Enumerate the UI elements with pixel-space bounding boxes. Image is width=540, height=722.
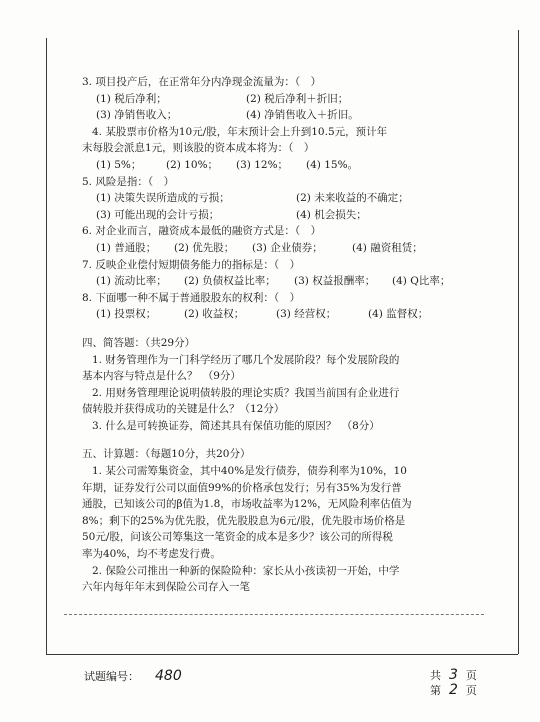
total-pages: 3 bbox=[449, 667, 458, 683]
option: (1) 决策失误所造成的亏损； bbox=[96, 192, 230, 205]
option: (3) 12%； bbox=[236, 158, 289, 171]
option: (3) 可能出现的会计亏损； bbox=[96, 208, 220, 221]
section-4-item-2-line2: 债转股并获得成功的关键是什么？（12分） bbox=[82, 403, 285, 416]
section-5-heading: 五、计算题：（每题10分，共20分） bbox=[82, 448, 251, 461]
current-page-line bbox=[430, 683, 477, 698]
question-7-stem: 7. 反映企业偿付短期债务能力的指标是：（ ） bbox=[82, 258, 301, 271]
section-4-item-3: 3. 什么是可转换证券，简述其具有保值功能的原因？ （8分） bbox=[92, 419, 380, 432]
question-6-options bbox=[82, 240, 482, 257]
question-6-stem: 6. 对企业而言，融资成本最低的融资方式是：（ ） bbox=[82, 225, 322, 238]
section-5-item-1-line3: 通股，已知该公司的β值为1.8，市场收益率为12%，无风险利率估值为 bbox=[82, 498, 412, 511]
right-border-line bbox=[518, 30, 519, 654]
total-suffix: 页 bbox=[465, 669, 477, 682]
option: (4) Q比率； bbox=[392, 275, 451, 288]
option: (1) 流动比率； bbox=[96, 275, 167, 288]
question-5-options-row1 bbox=[82, 190, 482, 207]
option: (2) 优先股； bbox=[174, 241, 235, 254]
question-3-stem: 3. 项目投产后，在正常年分内净现金流量为：（ ） bbox=[82, 76, 322, 88]
question-3-options-row2 bbox=[82, 107, 482, 124]
tear-dashed-line bbox=[64, 614, 484, 615]
option: (2) 未来收益的不确定； bbox=[296, 192, 409, 205]
option: (1) 投票权； bbox=[96, 308, 157, 321]
section-5-item-1-line4: 8%；剩下的25%为优先股，优先股股息为6元/股，优先股市场价格是 bbox=[82, 514, 406, 527]
total-pages-line bbox=[430, 668, 477, 683]
page-indicator bbox=[430, 668, 477, 698]
question-5-options-row2 bbox=[82, 207, 482, 224]
current-prefix: 第 bbox=[430, 684, 441, 697]
option: (1) 普通股； bbox=[96, 241, 157, 254]
exam-code bbox=[84, 668, 182, 684]
bottom-border-line bbox=[46, 654, 518, 655]
exam-code-value: 480 bbox=[155, 668, 182, 684]
option: (3) 经营权； bbox=[276, 308, 337, 321]
current-page: 2 bbox=[449, 682, 458, 698]
question-8-stem: 8. 下面哪一种不属于普通股股东的权利：（ ） bbox=[82, 291, 301, 304]
question-7-options bbox=[82, 273, 482, 290]
section-4-item-1-line1: 1. 财务管理作为一门科学经历了哪几个发展阶段？每个发展阶段的 bbox=[92, 353, 400, 366]
question-3-options-row1 bbox=[82, 91, 482, 108]
question-8-options bbox=[82, 306, 482, 323]
current-suffix: 页 bbox=[465, 684, 477, 697]
option: (1) 5%； bbox=[96, 158, 142, 171]
question-4-stem-line2: 末每股会派息1元，则该股的资本成本将为：（ ） bbox=[82, 142, 315, 155]
question-4-stem-line1: 4. 某股票市价格为10元/股，年末预计会上升到10.5元，预计年 bbox=[92, 125, 388, 138]
option: (4) 15%。 bbox=[306, 158, 359, 171]
option: (4) 机会损失； bbox=[296, 208, 367, 221]
section-5-item-1-line2: 年期，证券发行公司以面值99%的价格承包发行；另有35%为发行普 bbox=[82, 481, 402, 494]
total-prefix: 共 bbox=[430, 669, 441, 682]
section-5-item-1-line1: 1. 某公司需筹集资金，其中40%是发行债券，债券利率为10%，10 bbox=[92, 465, 407, 478]
option: (4) 监督权； bbox=[368, 308, 429, 321]
section-4-heading: 四、简答题：（共29分） bbox=[82, 336, 196, 349]
section-4-item-2-line1: 2. 用财务管理理论说明债转股的理论实质？我国当前国有企业进行 bbox=[92, 386, 400, 399]
question-4-options bbox=[82, 157, 482, 174]
section-5-item-2-line1: 2. 保险公司推出一种新的保险险种：家长从小孩读初一开始，中学 bbox=[92, 564, 400, 577]
option: (4) 融资租赁； bbox=[352, 241, 423, 254]
section-4-item-1-line2: 基本内容与特点是什么？ （9分） bbox=[82, 370, 241, 383]
option: (4) 净销售收入＋折旧。 bbox=[246, 109, 359, 122]
option: (3) 净销售收入； bbox=[96, 109, 178, 122]
option: (3) 企业债券； bbox=[252, 241, 323, 254]
option: (2) 负债权益比率； bbox=[184, 275, 276, 288]
question-5-stem: 5. 风险是指：（ ） bbox=[82, 175, 175, 188]
section-5-item-2-line2: 六年内每年年末到保险公司存入一笔 bbox=[82, 581, 250, 594]
option: (2) 收益权； bbox=[184, 308, 245, 321]
exam-code-label: 试题编号： bbox=[84, 670, 139, 683]
section-5-item-1-line6: 率为40%，均不考虑发行费。 bbox=[82, 548, 221, 561]
exam-content bbox=[82, 74, 482, 596]
left-border-line bbox=[46, 38, 47, 654]
section-5-item-1-line5: 50元/股，问该公司筹集这一笔资金的成本是多少？该公司的所得税 bbox=[82, 531, 393, 544]
option: (2) 税后净利＋折旧； bbox=[246, 92, 349, 105]
option: (3) 权益报酬率； bbox=[294, 275, 376, 288]
option: (2) 10%； bbox=[166, 158, 219, 171]
option: (1) 税后净利； bbox=[96, 92, 167, 105]
